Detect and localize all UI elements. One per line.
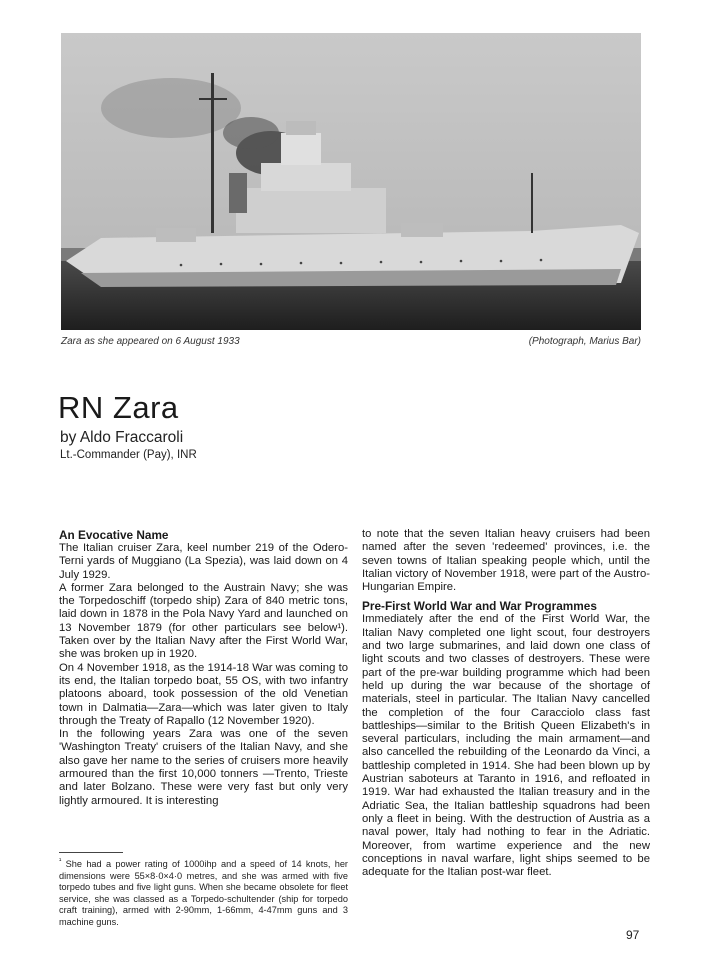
section-heading: An Evocative Name	[59, 528, 169, 542]
section-heading: Pre-First World War and War Programmes	[362, 599, 597, 614]
photo-credit: (Photograph, Marius Bar)	[528, 336, 641, 347]
paragraph: In the following years Zara was one of the seven 'Washington Treaty' cruisers of the Italian Navy, and she also gave her name to the series of cruisers more heavily armoured than the first 10,000 tonners —Trento, Trieste and later Bolzano. These were very fast but only very lightly armoured. It is interesting	[59, 728, 348, 807]
author-rank: Lt.-Commander (Pay), INR	[60, 449, 197, 461]
photo-caption: Zara as she appeared on 6 August 1933	[61, 336, 240, 347]
text-column-right	[362, 528, 650, 879]
article-title: RN Zara	[58, 390, 179, 425]
footnote	[59, 856, 348, 929]
ship-photograph	[61, 33, 641, 330]
paragraph: On 4 November 1918, as the 1914-18 War was coming to its end, the Italian torpedo boat, 55 OS, with two infantry platoons aboard, took possession of the old Venetian town in Dalmatia—Zara—which was later given to Italy through the Treaty of Rapallo (12 November 1920).	[59, 661, 348, 727]
paragraph: to note that the seven Italian heavy cruisers had been named after the seven 'redeemed' provinces, i.e. the seven towns of Italian speaking people which, until the Italian victory of November 1918, were part of the Austro-Hungarian Empire.	[362, 528, 650, 594]
footnote-text: She had a power rating of 1000ihp and a speed of 14 knots, her dimensions were 55×8·0×4·0 metres, and she was armed with five torpedo tubes and five light guns. When she became obsolete for fleet service, she was classed as a Torpedo-schultender (ship for torpedo craft training), armed with 2-90mm, 1-66mm, 4-47mm guns and 3 machine guns.	[59, 859, 348, 928]
paragraph: The Italian cruiser Zara, keel number 219 of the Odero-Terni yards of Muggiano (La Spezia), was laid down on 4 July 1929.	[59, 542, 348, 581]
paragraph: Immediately after the end of the First World War, the Italian Navy completed one light scout, four destroyers and two large submarines, and laid down one class of light scouts and two classes of destroyers. These were part of the pre-war building programme which had been held up during the war because of the shortage of materials, steel in particular. The Italian Navy cancelled the completion of the four Caracciolo class fast battleships—similar to the British Queen Elizabeth's in several particulars, including the main armament—and also cancelled the rebuilding of the Leonardo da Vinci, a battleship completed in 1914. She had been blown up by Austrian saboteurs at Taranto in 1916, and refloated in 1919. War had exhausted the Italian treasury and in the Adriatic Sea, the Italian battleship squadrons had been only a fleet in being. With the destruction of Austria as a naval power, Italy had nothing to fear in the Adriatic. Moreover, from wartime experience and the new conceptions in naval warfare, light ships seemed to be adequate for the Italian post-war fleet.	[362, 613, 650, 879]
footnote-marker: ¹	[59, 858, 62, 865]
text-column-left	[59, 528, 348, 808]
footnote-divider	[59, 852, 123, 853]
author-byline: by Aldo Fraccaroli	[60, 429, 184, 446]
paragraph: A former Zara belonged to the Austrain Navy; she was the Torpedoschiff (torpedo ship) Zara of 840 metric tons, laid down in 1878 in the Pola Navy Yard and launched on 13 November 1879 (for other particulars see below¹). Taken over by the Italian Navy after the First World War, she was broken up in 1920.	[59, 581, 348, 661]
page-number: 97	[626, 928, 640, 942]
